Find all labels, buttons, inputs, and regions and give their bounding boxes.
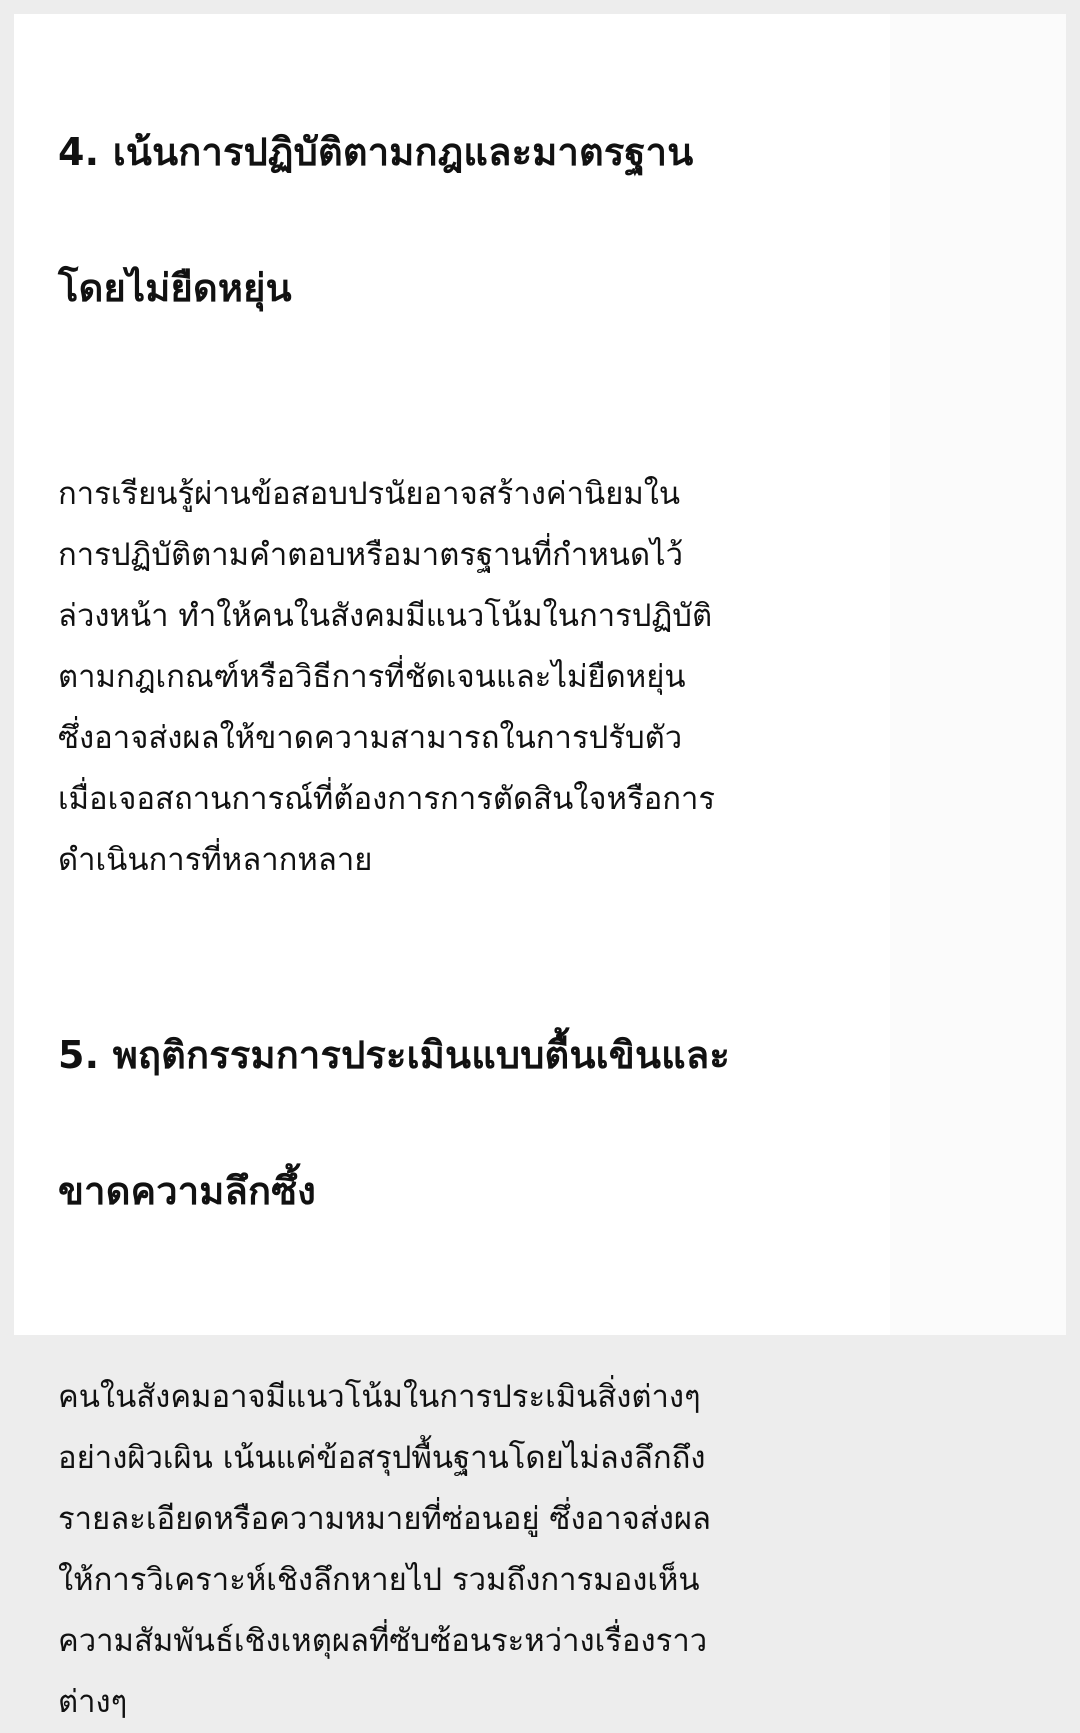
paragraph-line: ดำเนินการที่หลากหลาย	[58, 842, 373, 878]
paragraph-line: ต่างๆ	[58, 1684, 128, 1720]
section-5-heading-line: ขาดความลึกซึ้ง	[58, 1169, 316, 1213]
paragraph-line: อย่างผิวเผิน เน้นแค่ข้อสรุปพื้นฐานโดยไม่ลงลึกถึง	[58, 1440, 706, 1476]
document-content	[58, 50, 898, 1733]
paragraph-line: ล่วงหน้า ทำให้คนในสังคมมีแนวโน้มในการปฏิบัติ	[58, 598, 713, 634]
paragraph-line: เมื่อเจอสถานการณ์ที่ต้องการการตัดสินใจหรือการ	[58, 781, 716, 817]
page-margin-strip	[890, 14, 1066, 1335]
paragraph-line: การปฏิบัติตามคำตอบหรือมาตรฐานที่กำหนดไว้	[58, 537, 684, 573]
paragraph-line: คนในสังคมอาจมีแนวโน้มในการประเมินสิ่งต่างๆ	[58, 1379, 701, 1415]
section-4-heading	[58, 50, 898, 390]
section-5-heading	[58, 953, 898, 1293]
section-4-heading-line: 4. เน้นการปฏิบัติตามกฎและมาตรฐาน	[58, 130, 694, 174]
paragraph-line: ตามกฎเกณฑ์หรือวิธีการที่ชัดเจนและไม่ยืดหยุ่น	[58, 659, 686, 695]
section-4-paragraph	[58, 464, 898, 891]
document-page	[14, 14, 1066, 1720]
paragraph-line: ซึ่งอาจส่งผลให้ขาดความสามารถในการปรับตัว	[58, 720, 683, 756]
section-5-paragraph	[58, 1367, 898, 1733]
paragraph-line: ให้การวิเคราะห์เชิงลึกหายไป รวมถึงการมองเห็น	[58, 1562, 700, 1598]
paragraph-line: ความสัมพันธ์เชิงเหตุผลที่ซับซ้อนระหว่างเรื่องราว	[58, 1623, 708, 1659]
paragraph-line: รายละเอียดหรือความหมายที่ซ่อนอยู่ ซึ่งอาจส่งผล	[58, 1501, 712, 1537]
section-5-heading-line: 5. พฤติกรรมการประเมินแบบตื้นเขินและ	[58, 1033, 730, 1077]
section-4-heading-line: โดยไม่ยืดหยุ่น	[58, 266, 292, 310]
paragraph-line: การเรียนรู้ผ่านข้อสอบปรนัยอาจสร้างค่านิยมใน	[58, 476, 681, 512]
